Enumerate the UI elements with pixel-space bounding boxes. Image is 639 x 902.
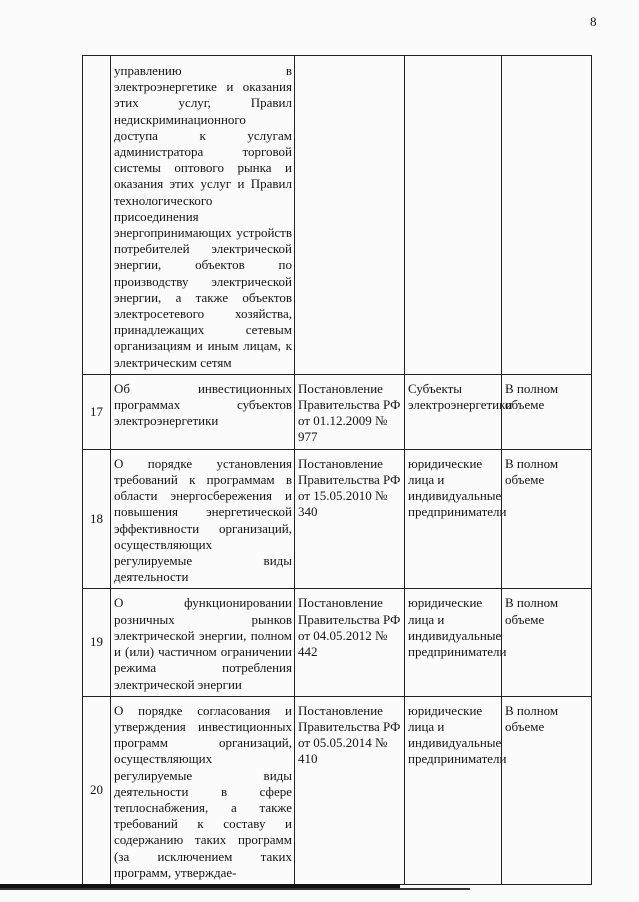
- table-row: [83, 696, 592, 884]
- subjects-cell: Субъекты электроэнергетики: [405, 374, 502, 449]
- row-number-cell: 18: [83, 449, 111, 589]
- scope-cell: [502, 56, 592, 375]
- table-row-continuation: [83, 56, 592, 375]
- subjects-cell: юридические лица и индивидуальные предприниматели: [405, 449, 502, 589]
- legal-act-cell: [295, 56, 405, 375]
- subjects-cell: юридические лица и индивидуальные предприниматели: [405, 696, 502, 884]
- regulation-name-cell: О порядке согласования и утверждения инвестиционных программ организаций, осуществляющих регулируемые виды деятельности в сфере теплоснабжения, а также требований к составу и содержанию таких программ (за исключением таких программ, утверждае-: [111, 696, 295, 884]
- legal-act-cell: Постановление Правительства РФ от 04.05.2012 № 442: [295, 589, 405, 696]
- scan-edge-line: [0, 888, 470, 890]
- table-row: [83, 589, 592, 696]
- scope-cell: В полном объеме: [502, 589, 592, 696]
- table-row: [83, 449, 592, 589]
- page-number: 8: [590, 14, 597, 29]
- regulation-name-cell: Об инвестиционных программах субъектов электроэнергетики: [111, 374, 295, 449]
- legal-act-cell: Постановление Правительства РФ от 01.12.2009 № 977: [295, 374, 405, 449]
- regulation-name-cell: управлению в электроэнергетике и оказания этих услуг, Правил недискриминационного доступа к услугам администратора торговой системы оптового рынка и оказания этих услуг и Правил технологического присоединения энергопринимающих устройств потребителей электрической энергии, объектов по производству электрической энергии, а также объектов электросетевого хозяйства, принадлежащих сетевым организациям и иным лицам, к электрическим сетям: [111, 56, 295, 375]
- legal-act-cell: Постановление Правительства РФ от 15.05.2010 № 340: [295, 449, 405, 589]
- row-number-cell: 19: [83, 589, 111, 696]
- regulation-name-cell: О порядке установления требований к программам в области энергосбережения и повышения энергетической эффективности организаций, осуществляющих регулируемые виды деятельности: [111, 449, 295, 589]
- scope-cell: В полном объеме: [502, 374, 592, 449]
- subjects-cell: [405, 56, 502, 375]
- regulations-table: [82, 55, 592, 885]
- table-row: [83, 374, 592, 449]
- regulation-name-cell: О функционировании розничных рынков электрической энергии, полном и (или) частичном ограничении режима потребления электрической энергии: [111, 589, 295, 696]
- row-number-cell: 17: [83, 374, 111, 449]
- row-number-cell: 20: [83, 696, 111, 884]
- legal-act-cell: Постановление Правительства РФ от 05.05.2014 № 410: [295, 696, 405, 884]
- scope-cell: В полном объеме: [502, 449, 592, 589]
- subjects-cell: юридические лица и индивидуальные предприниматели: [405, 589, 502, 696]
- scope-cell: В полном объеме: [502, 696, 592, 884]
- row-number-cell: [83, 56, 111, 375]
